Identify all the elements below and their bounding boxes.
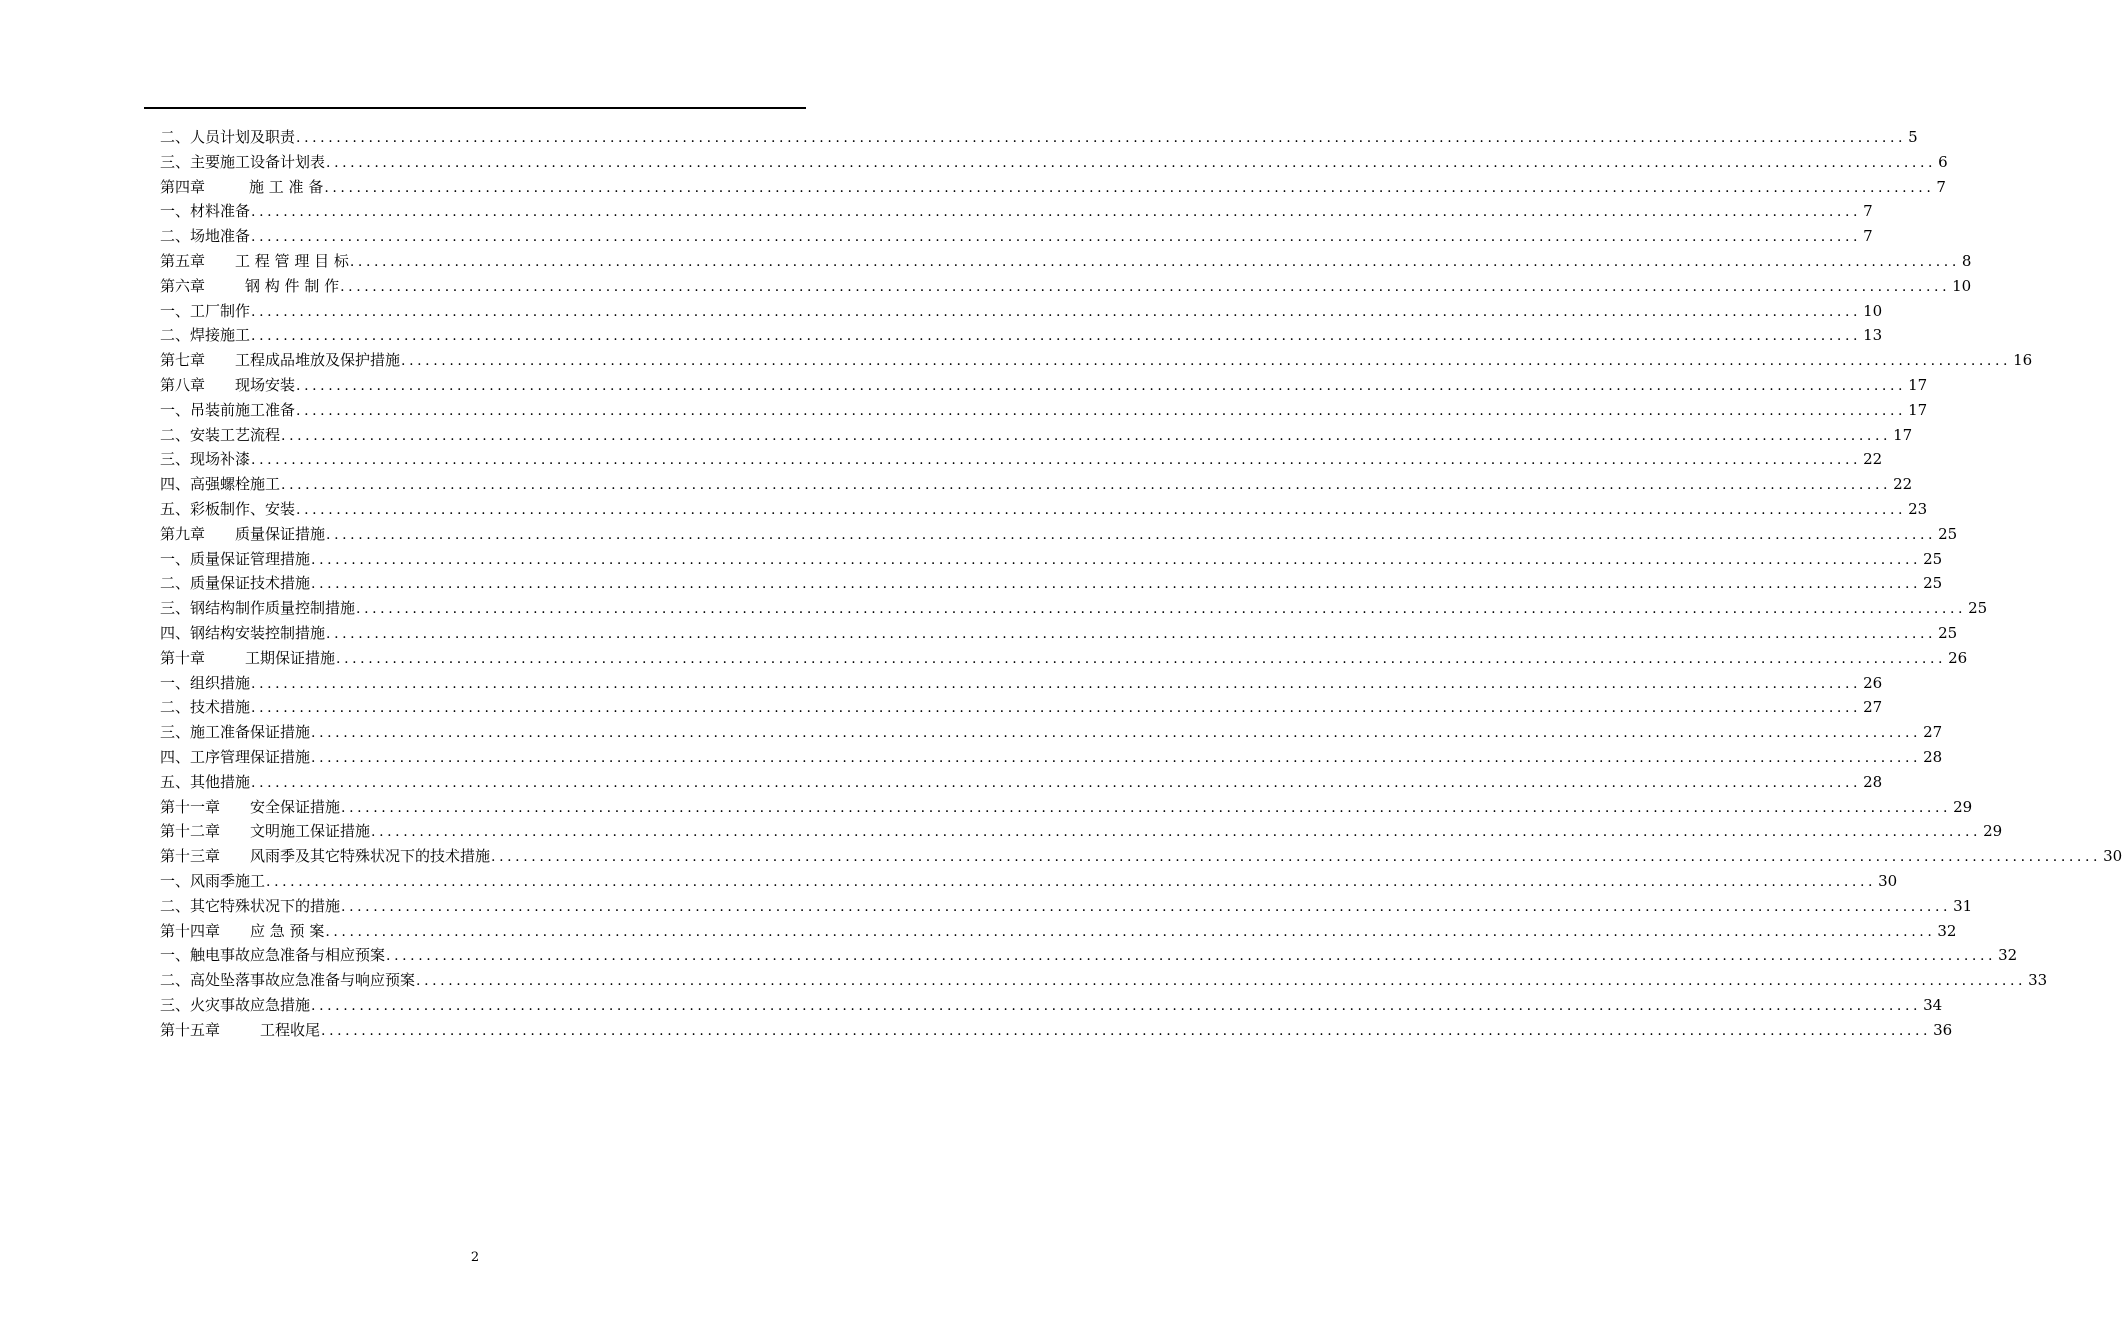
toc-entry-label bbox=[160, 993, 310, 1018]
toc-entry[interactable] bbox=[160, 869, 1898, 894]
toc-page-number: 28 bbox=[1923, 747, 1943, 766]
toc-dot-leader: ........................................................................................................................................................................................................ bbox=[251, 452, 1862, 469]
toc-entry[interactable] bbox=[160, 274, 1972, 299]
toc-entry[interactable] bbox=[160, 596, 1988, 621]
page-number: 2 bbox=[470, 1250, 480, 1265]
toc-entry-label bbox=[160, 299, 250, 324]
toc-entry-title: 二、质量保证技术措施 bbox=[160, 574, 311, 593]
toc-page-number: 27 bbox=[1923, 723, 1943, 742]
toc-dot-leader: ........................................................................................................................................................................................................ bbox=[251, 700, 1862, 717]
toc-entry-title: 一、材料准备 bbox=[160, 202, 251, 221]
toc-entry[interactable] bbox=[160, 497, 1928, 522]
toc-page-number: 13 bbox=[1863, 326, 1883, 345]
toc-chapter-number: 第六章 bbox=[160, 276, 206, 295]
toc-chapter-number: 第十四章 bbox=[160, 921, 221, 940]
toc-chapter-number: 第四章 bbox=[160, 177, 206, 196]
toc-entry-title: 三、现场补漆 bbox=[160, 450, 251, 469]
toc-entry-label bbox=[160, 274, 339, 299]
toc-dot-leader: ........................................................................................................................................................................................................ bbox=[324, 179, 1935, 196]
toc-entry-title: 二、其它特殊状况下的措施 bbox=[160, 896, 341, 915]
toc-entry-title: 二、高处坠落事故应急准备与响应预案 bbox=[160, 971, 416, 990]
toc-entry[interactable] bbox=[160, 968, 2048, 993]
toc-entry-title: 四、钢结构安装控制措施 bbox=[160, 623, 326, 642]
toc-entry-label bbox=[160, 596, 355, 621]
toc-entry-title: 质量保证措施 bbox=[235, 524, 326, 543]
toc-entry-label bbox=[160, 423, 280, 448]
toc-entry[interactable] bbox=[160, 125, 1918, 150]
toc-page-number: 17 bbox=[1908, 400, 1928, 419]
toc-entry[interactable] bbox=[160, 745, 1943, 770]
toc-dot-leader: ........................................................................................................................................................................................................ bbox=[341, 799, 1952, 816]
toc-entry-title: 工期保证措施 bbox=[245, 648, 336, 667]
toc-entry-label bbox=[160, 199, 250, 224]
toc-entry-label bbox=[160, 671, 250, 696]
toc-page-number: 25 bbox=[1923, 574, 1943, 593]
toc-page-number: 16 bbox=[2013, 351, 2033, 370]
toc-entry[interactable] bbox=[160, 224, 1873, 249]
toc-page-number: 5 bbox=[1908, 128, 1918, 146]
toc-entry-label bbox=[160, 323, 250, 348]
toc-entry-label bbox=[160, 224, 250, 249]
toc-entry-title: 应 急 预 案 bbox=[250, 921, 325, 940]
toc-entry[interactable] bbox=[160, 150, 1948, 175]
toc-chapter-number: 第九章 bbox=[160, 524, 206, 543]
toc-entry-title: 一、风雨季施工 bbox=[160, 871, 266, 890]
toc-entry-label bbox=[160, 894, 340, 919]
toc-dot-leader: ........................................................................................................................................................................................................ bbox=[371, 824, 1982, 841]
toc-page-number: 25 bbox=[1938, 623, 1958, 642]
toc-entry-label bbox=[160, 249, 349, 274]
toc-dot-leader: ........................................................................................................................................................................................................ bbox=[296, 501, 1907, 518]
toc-chapter-number: 第十一章 bbox=[160, 797, 221, 816]
toc-dot-leader: ........................................................................................................................................................................................................ bbox=[386, 948, 1997, 965]
toc-dot-leader: ........................................................................................................................................................................................................ bbox=[349, 253, 1960, 270]
toc-entry[interactable] bbox=[160, 423, 1913, 448]
toc-dot-leader: ........................................................................................................................................................................................................ bbox=[251, 204, 1862, 221]
toc-dot-leader: ........................................................................................................................................................................................................ bbox=[311, 997, 1922, 1014]
toc-entry[interactable] bbox=[160, 398, 1928, 423]
toc-entry-label bbox=[160, 348, 400, 373]
toc-entry-title: 钢 构 件 制 作 bbox=[245, 276, 340, 295]
toc-page-number: 7 bbox=[1863, 227, 1873, 246]
toc-entry-title: 三、主要施工设备计划表 bbox=[160, 152, 326, 171]
toc-entry-label bbox=[160, 621, 325, 646]
toc-dot-leader: ........................................................................................................................................................................................................ bbox=[311, 749, 1922, 766]
toc-entry-title: 二、场地准备 bbox=[160, 227, 251, 246]
toc-page-number: 29 bbox=[1983, 822, 2003, 841]
toc-entry[interactable] bbox=[160, 819, 2003, 844]
toc-dot-leader: ........................................................................................................................................................................................................ bbox=[341, 898, 1952, 915]
toc-entry-label bbox=[160, 968, 415, 993]
toc-entry[interactable] bbox=[160, 695, 1883, 720]
toc-entry-label bbox=[160, 720, 310, 745]
toc-entry[interactable] bbox=[160, 323, 1883, 348]
toc-entry-title: 文明施工保证措施 bbox=[250, 822, 371, 841]
toc-entry-label bbox=[160, 819, 370, 844]
toc-entry-label bbox=[160, 447, 250, 472]
toc-page-number: 7 bbox=[1936, 177, 1946, 196]
toc-dot-leader: ........................................................................................................................................................................................................ bbox=[326, 625, 1937, 642]
toc-entry-title: 二、技术措施 bbox=[160, 698, 251, 717]
toc-dot-leader: ........................................................................................................................................................................................................ bbox=[311, 725, 1922, 742]
toc-chapter-number: 第十五章 bbox=[160, 1020, 221, 1039]
toc-page-number: 7 bbox=[1863, 202, 1873, 221]
toc-entry[interactable] bbox=[160, 646, 1968, 671]
toc-dot-leader: ........................................................................................................................................................................................................ bbox=[326, 154, 1937, 171]
toc-entry-title: 一、工厂制作 bbox=[160, 301, 251, 320]
toc-entry[interactable] bbox=[160, 571, 1943, 596]
toc-entry-label bbox=[160, 522, 325, 547]
toc-page-number: 22 bbox=[1863, 450, 1883, 469]
toc-chapter-number: 第十三章 bbox=[160, 847, 221, 866]
toc-dot-leader: ........................................................................................................................................................................................................ bbox=[266, 873, 1877, 890]
toc-dot-leader: ........................................................................................................................................................................................................ bbox=[251, 303, 1862, 320]
toc-entry-label bbox=[160, 373, 295, 398]
toc-entry[interactable] bbox=[160, 175, 1946, 200]
toc-dot-leader: ........................................................................................................................................................................................................ bbox=[340, 278, 1951, 295]
toc-entry-title: 一、吊装前施工准备 bbox=[160, 400, 296, 419]
toc-dot-leader: ........................................................................................................................................................................................................ bbox=[281, 477, 1892, 494]
toc-entry[interactable] bbox=[160, 770, 1883, 795]
header-rule bbox=[144, 107, 806, 109]
toc-page-number: 29 bbox=[1953, 797, 1973, 816]
toc-entry-title: 二、人员计划及职责 bbox=[160, 128, 296, 146]
toc-dot-leader: ........................................................................................................................................................................................................ bbox=[321, 1022, 1932, 1039]
toc-page-number: 28 bbox=[1863, 772, 1883, 791]
toc-dot-leader: ........................................................................................................................................................................................................ bbox=[356, 601, 1967, 618]
toc-entry-title: 安全保证措施 bbox=[250, 797, 341, 816]
toc-entry-title: 工 程 管 理 目 标 bbox=[235, 251, 349, 270]
toc-page-number: 17 bbox=[1893, 425, 1913, 444]
toc-entry[interactable] bbox=[160, 249, 1972, 274]
toc-entry-label bbox=[160, 646, 335, 671]
toc-entry-title: 一、触电事故应急准备与相应预案 bbox=[160, 946, 386, 965]
toc-entry-title: 三、施工准备保证措施 bbox=[160, 723, 311, 742]
toc-dot-leader: ........................................................................................................................................................................................................ bbox=[326, 526, 1937, 543]
toc-entry[interactable] bbox=[160, 547, 1943, 572]
toc-dot-leader: ........................................................................................................................................................................................................ bbox=[251, 229, 1862, 246]
toc-entry[interactable] bbox=[160, 943, 2018, 968]
toc-entry-title: 四、工序管理保证措施 bbox=[160, 747, 311, 766]
toc-page-number: 32 bbox=[1937, 921, 1957, 940]
toc-page-number: 25 bbox=[1923, 549, 1943, 568]
toc-entry[interactable] bbox=[160, 720, 1943, 745]
toc-entry-title: 风雨季及其它特殊状况下的技术措施 bbox=[250, 847, 491, 866]
toc-chapter-number: 第七章 bbox=[160, 351, 206, 370]
toc-dot-leader: ........................................................................................................................................................................................................ bbox=[296, 130, 1907, 146]
toc-entry[interactable] bbox=[160, 621, 1958, 646]
toc-entry-label bbox=[160, 547, 310, 572]
toc-entry-title: 二、安装工艺流程 bbox=[160, 425, 281, 444]
table-of-contents bbox=[160, 125, 2122, 1042]
toc-page-number: 17 bbox=[1908, 375, 1928, 394]
toc-page-number: 25 bbox=[1938, 524, 1958, 543]
toc-entry[interactable] bbox=[160, 795, 1973, 820]
toc-dot-leader: ........................................................................................................................................................................................................ bbox=[416, 973, 2027, 990]
toc-page-number: 30 bbox=[1878, 871, 1898, 890]
toc-chapter-number: 第八章 bbox=[160, 375, 206, 394]
toc-page-number: 36 bbox=[1933, 1020, 1953, 1039]
toc-entry-title: 施 工 准 备 bbox=[249, 177, 324, 196]
toc-entry[interactable] bbox=[160, 348, 2033, 373]
toc-entry-title: 三、火灾事故应急措施 bbox=[160, 995, 311, 1014]
toc-dot-leader: ........................................................................................................................................................................................................ bbox=[296, 377, 1907, 394]
toc-entry-label bbox=[160, 571, 310, 596]
toc-entry-title: 一、组织措施 bbox=[160, 673, 251, 692]
toc-entry-title: 四、高强螺栓施工 bbox=[160, 475, 281, 494]
toc-page-number: 26 bbox=[1948, 648, 1968, 667]
toc-page-number: 6 bbox=[1938, 152, 1948, 171]
toc-entry-title: 三、钢结构制作质量控制措施 bbox=[160, 599, 356, 618]
toc-page-number: 22 bbox=[1893, 475, 1913, 494]
toc-entry-title: 一、质量保证管理措施 bbox=[160, 549, 311, 568]
toc-entry-label bbox=[160, 175, 323, 200]
toc-entry-label bbox=[160, 919, 324, 944]
toc-entry-label bbox=[160, 472, 280, 497]
toc-page-number: 27 bbox=[1863, 698, 1883, 717]
toc-entry-label bbox=[160, 745, 310, 770]
toc-entry-title: 五、其他措施 bbox=[160, 772, 251, 791]
toc-page-number: 23 bbox=[1908, 499, 1928, 518]
toc-page-number: 32 bbox=[1998, 946, 2018, 965]
toc-page-number: 26 bbox=[1863, 673, 1883, 692]
toc-page-number: 25 bbox=[1968, 599, 1988, 618]
toc-page-number: 30 bbox=[2103, 847, 2122, 866]
toc-dot-leader: ........................................................................................................................................................................................................ bbox=[336, 650, 1947, 667]
toc-entry[interactable] bbox=[160, 373, 1928, 398]
toc-entry[interactable] bbox=[160, 1018, 1953, 1043]
toc-page-number: 10 bbox=[1863, 301, 1883, 320]
toc-entry-label bbox=[160, 497, 295, 522]
toc-dot-leader: ........................................................................................................................................................................................................ bbox=[311, 551, 1922, 568]
toc-entry[interactable] bbox=[160, 522, 1958, 547]
toc-page-number: 31 bbox=[1953, 896, 1973, 915]
toc-page-number: 8 bbox=[1961, 251, 1972, 270]
toc-entry-label bbox=[160, 398, 295, 423]
toc-entry-label bbox=[160, 150, 325, 175]
toc-entry-title: 工程成品堆放及保护措施 bbox=[235, 351, 401, 370]
toc-page-number: 34 bbox=[1923, 995, 1943, 1014]
toc-entry[interactable] bbox=[160, 894, 1973, 919]
toc-entry-label bbox=[160, 695, 250, 720]
toc-dot-leader: ........................................................................................................................................................................................................ bbox=[251, 774, 1862, 791]
toc-entry[interactable] bbox=[160, 993, 1943, 1018]
toc-entry-label bbox=[160, 943, 385, 968]
toc-chapter-number: 第十章 bbox=[160, 648, 206, 667]
toc-entry-label bbox=[160, 844, 490, 869]
toc-entry-label bbox=[160, 869, 265, 894]
toc-dot-leader: ........................................................................................................................................................................................................ bbox=[311, 576, 1922, 593]
toc-dot-leader: ........................................................................................................................................................................................................ bbox=[251, 675, 1862, 692]
toc-dot-leader: ........................................................................................................................................................................................................ bbox=[401, 353, 2012, 370]
toc-entry-title: 五、彩板制作、安装 bbox=[160, 499, 296, 518]
toc-entry-title: 二、焊接施工 bbox=[160, 326, 251, 345]
toc-entry-title: 工程收尾 bbox=[260, 1020, 321, 1039]
toc-entry-label bbox=[160, 795, 340, 820]
toc-entry[interactable] bbox=[160, 199, 1873, 224]
toc-dot-leader: ........................................................................................................................................................................................................ bbox=[325, 923, 1936, 940]
toc-chapter-number: 第十二章 bbox=[160, 822, 221, 841]
toc-entry[interactable] bbox=[160, 919, 1957, 944]
toc-entry[interactable] bbox=[160, 299, 1883, 324]
toc-entry-label bbox=[160, 125, 295, 150]
toc-entry-label bbox=[160, 1018, 320, 1043]
toc-dot-leader: ........................................................................................................................................................................................................ bbox=[491, 849, 2102, 866]
toc-dot-leader: ........................................................................................................................................................................................................ bbox=[281, 427, 1892, 444]
toc-entry[interactable] bbox=[160, 671, 1883, 696]
toc-entry[interactable] bbox=[160, 844, 2122, 869]
toc-entry-label bbox=[160, 770, 250, 795]
toc-dot-leader: ........................................................................................................................................................................................................ bbox=[251, 328, 1862, 345]
toc-entry[interactable] bbox=[160, 472, 1913, 497]
toc-page-number: 10 bbox=[1952, 276, 1972, 295]
toc-dot-leader: ........................................................................................................................................................................................................ bbox=[296, 402, 1907, 419]
toc-entry-title: 现场安装 bbox=[235, 375, 296, 394]
toc-chapter-number: 第五章 bbox=[160, 251, 206, 270]
toc-entry[interactable] bbox=[160, 447, 1883, 472]
toc-page-number: 33 bbox=[2028, 971, 2048, 990]
